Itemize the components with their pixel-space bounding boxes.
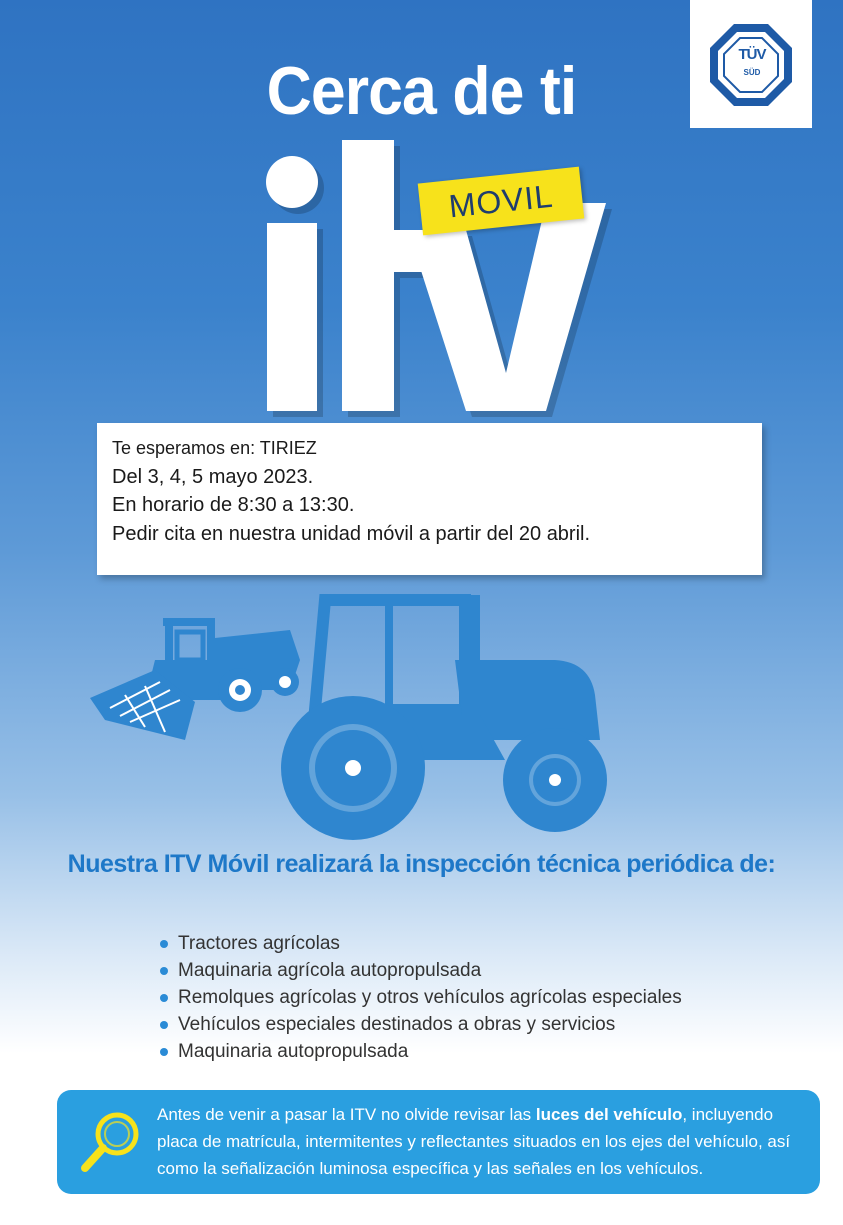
list-item-label: Tractores agrícolas: [178, 933, 340, 954]
magnifier-icon: [79, 1108, 145, 1174]
movil-tag-label: MOVIL: [447, 177, 555, 225]
page-title: Cerca de ti: [266, 53, 577, 129]
list-item-label: Vehículos especiales destinados a obras y servicios: [178, 1014, 616, 1035]
list-item: [158, 1038, 682, 1065]
notice-text-part2: , incluyendo placa de matrícula, intermitentes y reflectantes situados en los ejes del vehículo, así como la señalización luminosa específica y las señales en los vehículos.: [157, 1105, 791, 1178]
info-dates: Del 3, 4, 5 mayo 2023.: [112, 466, 314, 488]
list-item-label: Maquinaria autopropulsada: [178, 1041, 409, 1062]
combine-harvester-icon: [90, 618, 300, 740]
list-item: [158, 1011, 682, 1038]
info-box: [97, 423, 762, 575]
vehicles-illustration: [85, 590, 625, 850]
bullet-icon: [160, 940, 168, 948]
info-hours: En horario de 8:30 a 13:30.: [112, 494, 355, 516]
list-item-label: Remolques agrícolas y otros vehículos agrícolas especiales: [178, 987, 682, 1008]
vehicle-type-list: [158, 930, 682, 1065]
bullet-icon: [160, 1021, 168, 1029]
list-item: [158, 984, 682, 1011]
list-item: [158, 957, 682, 984]
logo-text-sud: SÜD: [743, 68, 761, 77]
list-item-label: Maquinaria agrícola autopropulsada: [178, 960, 482, 981]
bullet-icon: [160, 1048, 168, 1056]
notice-text-part1: Antes de venir a pasar la ITV no olvide revisar las: [157, 1105, 536, 1124]
tractor-icon: [281, 595, 607, 840]
logo-text-tuv: TÜV: [738, 46, 766, 63]
notice-text-highlight: luces del vehículo: [535, 1105, 683, 1124]
itv-text: itv: [260, 135, 261, 136]
bullet-icon: [160, 967, 168, 975]
notice-box: [57, 1090, 820, 1194]
info-location: Te esperamos en: TIRIEZ: [112, 438, 317, 458]
bullet-icon: [160, 994, 168, 1002]
list-item: [158, 930, 682, 957]
info-appointment: Pedir cita en nuestra unidad móvil a partir del 20 abril.: [112, 523, 591, 545]
notice-text: [157, 1101, 807, 1182]
section-subtitle: Nuestra ITV Móvil realizará la inspección técnica periódica de:: [67, 850, 776, 878]
